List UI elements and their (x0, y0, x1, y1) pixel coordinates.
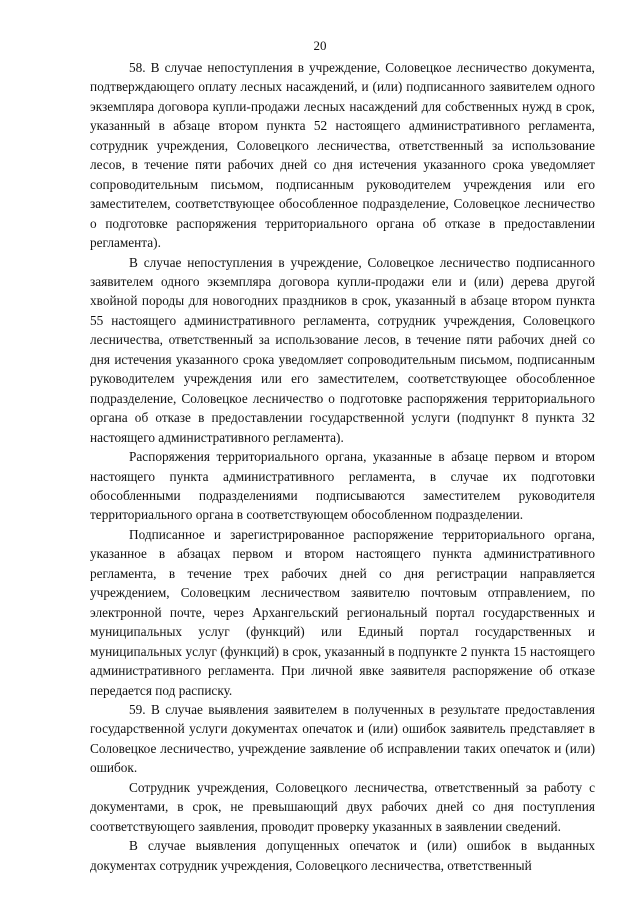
document-body (90, 58, 595, 875)
paragraph: Сотрудник учреждения, Соловецкого лесничества, ответственный за работу с документами, в срок, не превышающий двух рабочих дней со дня поступления соответствующего заявления, проводит проверку указанных в заявлении сведений. (90, 779, 595, 834)
paragraph: В случае непоступления в учреждение, Соловецкое лесничество подписанного заявителем одного экземпляра договора купли-продажи ели и (или) дерева другой хвойной породы для новогодних праздников в срок, указанный в абзаце втором пункта 55 настоящего административного регламента, сотрудник учреждения, Соловецкого лесничества, ответственный за использование лесов, в течение пяти рабочих дней со дня истечения указанного срока уведомляет сопроводительным письмом, подписанным руководителем учреждения или его заместителем, соответствующее обособленное подразделение, Соловецкое лесничество о подготовке распоряжения территориального органа об отказе в предоставлении государственной услуги (подпункт 8 пункта 32 настоящего административного регламента). (90, 254, 595, 445)
paragraph: Распоряжения территориального органа, указанные в абзаце первом и втором настоящего пункта административного регламента, в случае их подготовки обособленными подразделениями подписываются заместителем руководителя территориального органа в соответствующем обособленном подразделении. (90, 449, 595, 523)
paragraph: Подписанное и зарегистрированное распоряжение территориального органа, указанное в абзацах первом и втором настоящего пункта административного регламента, в течение трех рабочих дней со дня регистрации направляется учреждением, Соловецким лесничеством заявителю почтовым отправлением, по электронной почте, через Архангельский региональный портал государственных и муниципальных услуг (функций) или Единый портал государственных и муниципальных услуг (функций) в срок, указанный в подпункте 2 пункта 15 настоящего административного регламента. При личной явке заявителя распоряжение об отказе передается под расписку. (90, 526, 595, 698)
paragraph: В случае выявления допущенных опечаток и (или) ошибок в выданных документах сотрудник учреждения, Соловецкого лесничества, ответственный (90, 838, 595, 873)
paragraph: 59. В случае выявления заявителем в полученных в результате предоставления государственной услуги документах опечаток и (или) ошибок заявитель представляет в Соловецкое лесничество, учреждение заявление об исправлении таких опечаток и (или) ошибок. (90, 701, 595, 776)
paragraph: 58. В случае непоступления в учреждение, Соловецкое лесничество документа, подтверждающего оплату лесных насаждений, и (или) подписанного заявителем одного экземпляра договора купли-продажи лесных насаждений для собственных нужд в срок, указанный в абзаце втором пункта 52 настоящего административного регламента, сотрудник учреждения, Соловецкого лесничества, ответственный за использование лесов, в течение пяти рабочих дней со дня истечения указанного срока уведомляет сопроводительным письмом, подписанным руководителем учреждения или его заместителем, соответствующее обособленное подразделение, Соловецкое лесничество о подготовке распоряжения территориального органа об отказе в предоставлении регламента). (90, 60, 595, 251)
page-number: 20 (313, 38, 327, 53)
